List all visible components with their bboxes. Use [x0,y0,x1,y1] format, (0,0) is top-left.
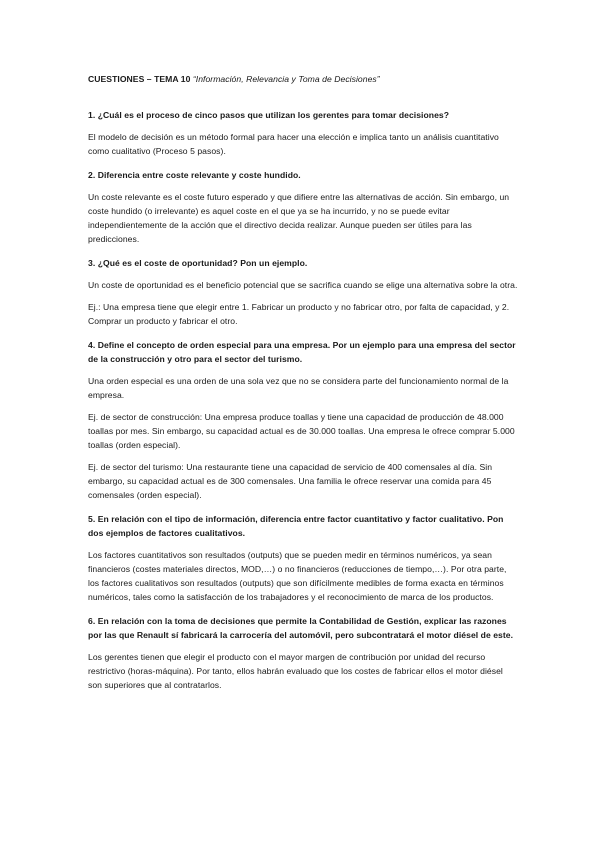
answer-3-paragraph-1: Un coste de oportunidad es el beneficio potencial que se sacrifica cuando se elige una alternativa sobre la otra. [88,280,518,290]
section-4 [88,338,518,502]
section-3 [88,256,518,328]
document-body [88,72,518,702]
section-2 [88,168,518,246]
question-4: 4. Define el concepto de orden especial para una empresa. Por un ejemplo para una empresa del sector de la construcción y otro para el sector del turismo. [88,340,516,364]
section-6 [88,614,518,692]
question-1: 1. ¿Cuál es el proceso de cinco pasos que utilizan los gerentes para tomar decisiones? [88,110,450,120]
question-3: 3. ¿Qué es el coste de oportunidad? Pon un ejemplo. [88,258,308,268]
answer-3-paragraph-2: Ej.: Una empresa tiene que elegir entre 1. Fabricar un producto y no fabricar otro, por falta de capacidad, y 2. Comprar un producto y fabricar el otro. [88,302,510,326]
section-5 [88,512,518,604]
answer-5-paragraph-1: Los factores cuantitativos son resultados (outputs) que se pueden medir en términos numéricos, ya sean financieros (costes materiales directos, MOD,…) o no financieros (reducciones de tiempo,…). Por otra parte, los factores cualitativos son resultados (outputs) que son difícilmente medibles de forma exacta en términos numéricos, tales como la satisfacción de los trabajadores y el reconocimiento de marca de los productos. [88,550,507,602]
answer-4-paragraph-1: Una orden especial es una orden de una sola vez que no se considera parte del funcionamiento normal de la empresa. [88,376,509,400]
question-5: 5. En relación con el tipo de información, diferencia entre factor cuantitativo y factor cualitativo. Pon dos ejemplos de factores cualitativos. [88,514,504,538]
title-italic: “Información, Relevancia y Toma de Decisiones” [192,74,380,84]
answer-1-paragraph-1: El modelo de decisión es un método formal para hacer una elección e implica tanto un análisis cuantitativo como cualitativo (Proceso 5 pasos). [88,132,499,156]
document-title [88,72,518,86]
question-6: 6. En relación con la toma de decisiones que permite la Contabilidad de Gestión, explicar las razones por las que Renault sí fabricará la carrocería del automóvil, pero subcontratará el motor diésel de este. [88,616,514,640]
section-1 [88,108,518,158]
answer-4-paragraph-3: Ej. de sector del turismo: Una restaurante tiene una capacidad de servicio de 400 comensales al día. Sin embargo, su capacidad actual es de 300 comensales. Una familia le ofrece reservar una comida para 45 comensales (orden especial). [88,462,493,500]
answer-2-paragraph-1: Un coste relevante es el coste futuro esperado y que difiere entre las alternativas de acción. Sin embargo, un coste hundido (o irrelevante) es aquel coste en el que ya se ha incurrido, y no se puede evitar independientemente de la acción que el directivo decida realizar. Aunque pueden ser útiles para las predicciones. [88,192,510,244]
question-2: 2. Diferencia entre coste relevante y coste hundido. [88,170,301,180]
answer-6-paragraph-1: Los gerentes tienen que elegir el producto con el mayor margen de contribución por unidad del recurso restrictivo (horas-máquina). Por tanto, ellos habrán evaluado que los costes de fabricar ellos el motor diésel son superiores que al contratarlos. [88,652,503,690]
title-prefix: CUESTIONES – TEMA 10 [88,74,193,84]
answer-4-paragraph-2: Ej. de sector de construcción: Una empresa produce toallas y tiene una capacidad de producción de 48.000 toallas por mes. Sin embargo, su capacidad actual es de 30.000 toallas. Una empresa le ofrece comprar 5.000 toallas (orden especial). [88,412,515,450]
